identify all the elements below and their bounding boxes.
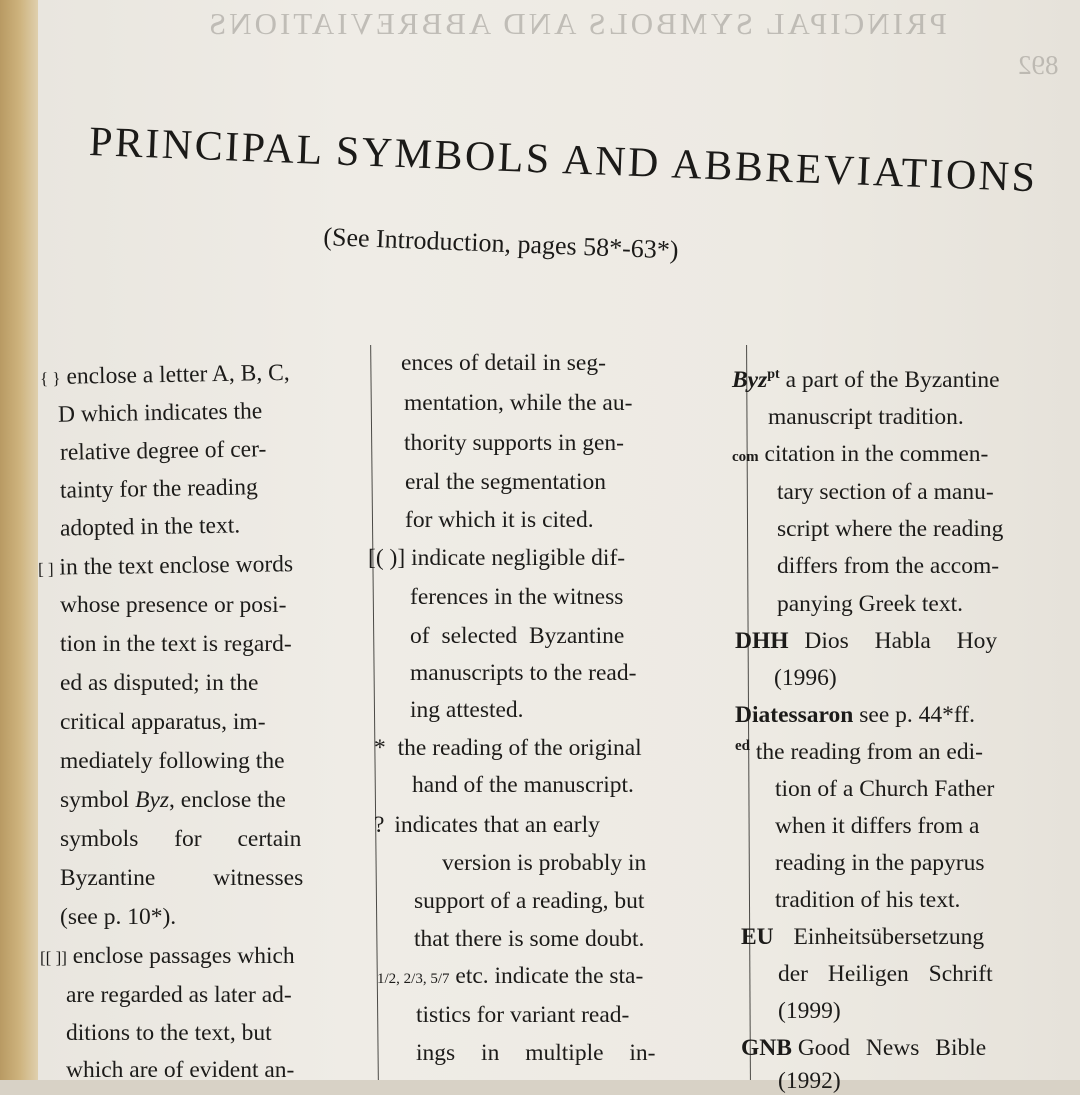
list-item bbox=[40, 360, 290, 391]
page-subtitle: (See Introduction, pages 58*-63*) bbox=[322, 222, 679, 265]
entry-text-part: symbol bbox=[60, 787, 136, 813]
entry-text: manuscripts to the read- bbox=[410, 660, 637, 686]
entry-symbol: Byz bbox=[732, 367, 768, 393]
entry-text: whose presence or posi- bbox=[60, 592, 287, 618]
entry-text: (1999) bbox=[778, 998, 841, 1024]
entry-text: relative degree of cer- bbox=[59, 436, 267, 466]
entry-text: manuscript tradition. bbox=[768, 404, 964, 430]
entry-text bbox=[60, 787, 286, 814]
list-item bbox=[735, 738, 983, 766]
entry-text: when it differs from a bbox=[775, 813, 980, 839]
entry-text: for which it is cited. bbox=[405, 507, 594, 533]
entry-symbol: ? bbox=[374, 812, 385, 838]
entry-text: indicates that an early bbox=[394, 812, 600, 838]
entry-text: tistics for variant read- bbox=[416, 1002, 630, 1028]
entry-text: etc. indicate the sta- bbox=[455, 963, 644, 989]
page-title: PRINCIPAL SYMBOLS AND ABBREVIATIONS bbox=[88, 118, 1039, 202]
entry-text: (see p. 10*). bbox=[60, 904, 177, 930]
entry-text: reading in the papyrus bbox=[775, 850, 985, 876]
entry-text: panying Greek text. bbox=[777, 591, 963, 617]
entry-text: symbols for certain bbox=[60, 826, 302, 852]
entry-symbol-superscript: pt bbox=[767, 367, 780, 383]
entry-text: Good News Bible bbox=[797, 1035, 987, 1061]
list-item bbox=[732, 441, 988, 468]
entry-symbol: { } bbox=[39, 368, 61, 389]
list-item bbox=[735, 702, 975, 729]
entry-text: adopted in the text. bbox=[59, 512, 241, 542]
entry-text: indicate negligible dif- bbox=[411, 545, 626, 571]
entry-symbol: Diatessaron bbox=[735, 702, 854, 728]
entry-text: see p. 44*ff. bbox=[859, 702, 975, 728]
list-item bbox=[741, 1035, 986, 1062]
entry-text: der Heiligen Schrift bbox=[778, 961, 993, 987]
entry-symbol: DHH bbox=[735, 628, 789, 654]
entry-text: mediately following the bbox=[60, 748, 285, 774]
entry-text: tary section of a manu- bbox=[777, 479, 994, 505]
entry-symbol: * bbox=[374, 735, 386, 761]
entry-text: tradition of his text. bbox=[775, 887, 961, 913]
entry-text: tainty for the reading bbox=[59, 474, 258, 504]
entry-symbol: ed bbox=[735, 738, 750, 754]
list-item bbox=[38, 551, 293, 582]
entry-text: the reading of the original bbox=[397, 735, 642, 761]
entry-symbol: [( )] bbox=[368, 545, 406, 571]
entry-text: mentation, while the au- bbox=[404, 390, 633, 416]
entry-text: critical apparatus, im- bbox=[60, 709, 266, 735]
entry-text: ing attested. bbox=[410, 697, 524, 723]
entry-text: that there is some doubt. bbox=[414, 926, 645, 952]
entry-text: are regarded as later ad- bbox=[66, 982, 292, 1008]
entry-symbol: EU bbox=[741, 924, 774, 950]
list-item bbox=[40, 943, 295, 970]
entry-text: version is probably in bbox=[442, 850, 647, 876]
entry-text: Dios Habla Hoy bbox=[804, 628, 998, 654]
entry-text: which are of evident an- bbox=[66, 1057, 295, 1083]
entry-text: (1996) bbox=[774, 665, 837, 691]
entry-text: ditions to the text, but bbox=[66, 1020, 272, 1046]
entry-text: Einheitsübersetzung bbox=[793, 924, 985, 950]
entry-text: the reading from an edi- bbox=[755, 738, 983, 765]
entry-text: eral the segmentation bbox=[405, 469, 606, 495]
entry-text: differs from the accom- bbox=[777, 553, 1000, 579]
entry-text: D which indicates the bbox=[57, 398, 263, 428]
book-page bbox=[37, 0, 1080, 1094]
entry-text: tion in the text is regard- bbox=[60, 631, 292, 657]
entry-text: in the text enclose words bbox=[59, 551, 294, 581]
entry-symbol: com bbox=[732, 449, 759, 465]
entry-symbol: [ ] bbox=[37, 559, 54, 579]
entry-text: ed as disputed; in the bbox=[60, 670, 259, 696]
entry-text: thority supports in gen- bbox=[404, 430, 624, 456]
entry-text: a part of the Byzantine bbox=[785, 367, 1000, 393]
entry-text: support of a reading, but bbox=[414, 888, 645, 914]
entry-text-italic: Byz bbox=[135, 787, 170, 813]
list-item bbox=[735, 628, 997, 655]
book-spine-gutter bbox=[0, 0, 42, 1080]
entry-text: (1992) bbox=[778, 1068, 841, 1094]
entry-text: ings in multiple in- bbox=[416, 1040, 656, 1066]
list-item bbox=[741, 924, 984, 951]
list-item bbox=[377, 963, 643, 990]
entry-symbol: 1/2, 2/3, 5/7 bbox=[377, 971, 450, 987]
entry-text: hand of the manuscript. bbox=[412, 772, 634, 798]
entry-symbol: [[ ]] bbox=[40, 948, 67, 967]
bleed-through-title: PRINCIPAL SYMBOLS AND ABBREVIATIONS bbox=[206, 6, 947, 41]
entry-text: ferences in the witness bbox=[410, 584, 624, 610]
entry-text: citation in the commen- bbox=[764, 441, 989, 467]
list-item bbox=[732, 367, 1000, 394]
entry-text: enclose passages which bbox=[72, 943, 295, 969]
entry-symbol: GNB bbox=[741, 1035, 792, 1061]
entry-text-part: , enclose the bbox=[169, 787, 286, 813]
entry-text: Byzantine witnesses bbox=[60, 865, 304, 891]
list-item bbox=[368, 545, 625, 572]
entry-text: ences of detail in seg- bbox=[401, 350, 606, 376]
list-item bbox=[374, 735, 642, 762]
entry-text: of selected Byzantine bbox=[410, 623, 625, 649]
bleed-through-page-number: 892 bbox=[1018, 50, 1059, 80]
entry-text: tion of a Church Father bbox=[775, 776, 995, 802]
entry-text: script where the reading bbox=[777, 516, 1004, 542]
list-item bbox=[374, 812, 600, 839]
entry-text: enclose a letter A, B, C, bbox=[66, 359, 290, 390]
